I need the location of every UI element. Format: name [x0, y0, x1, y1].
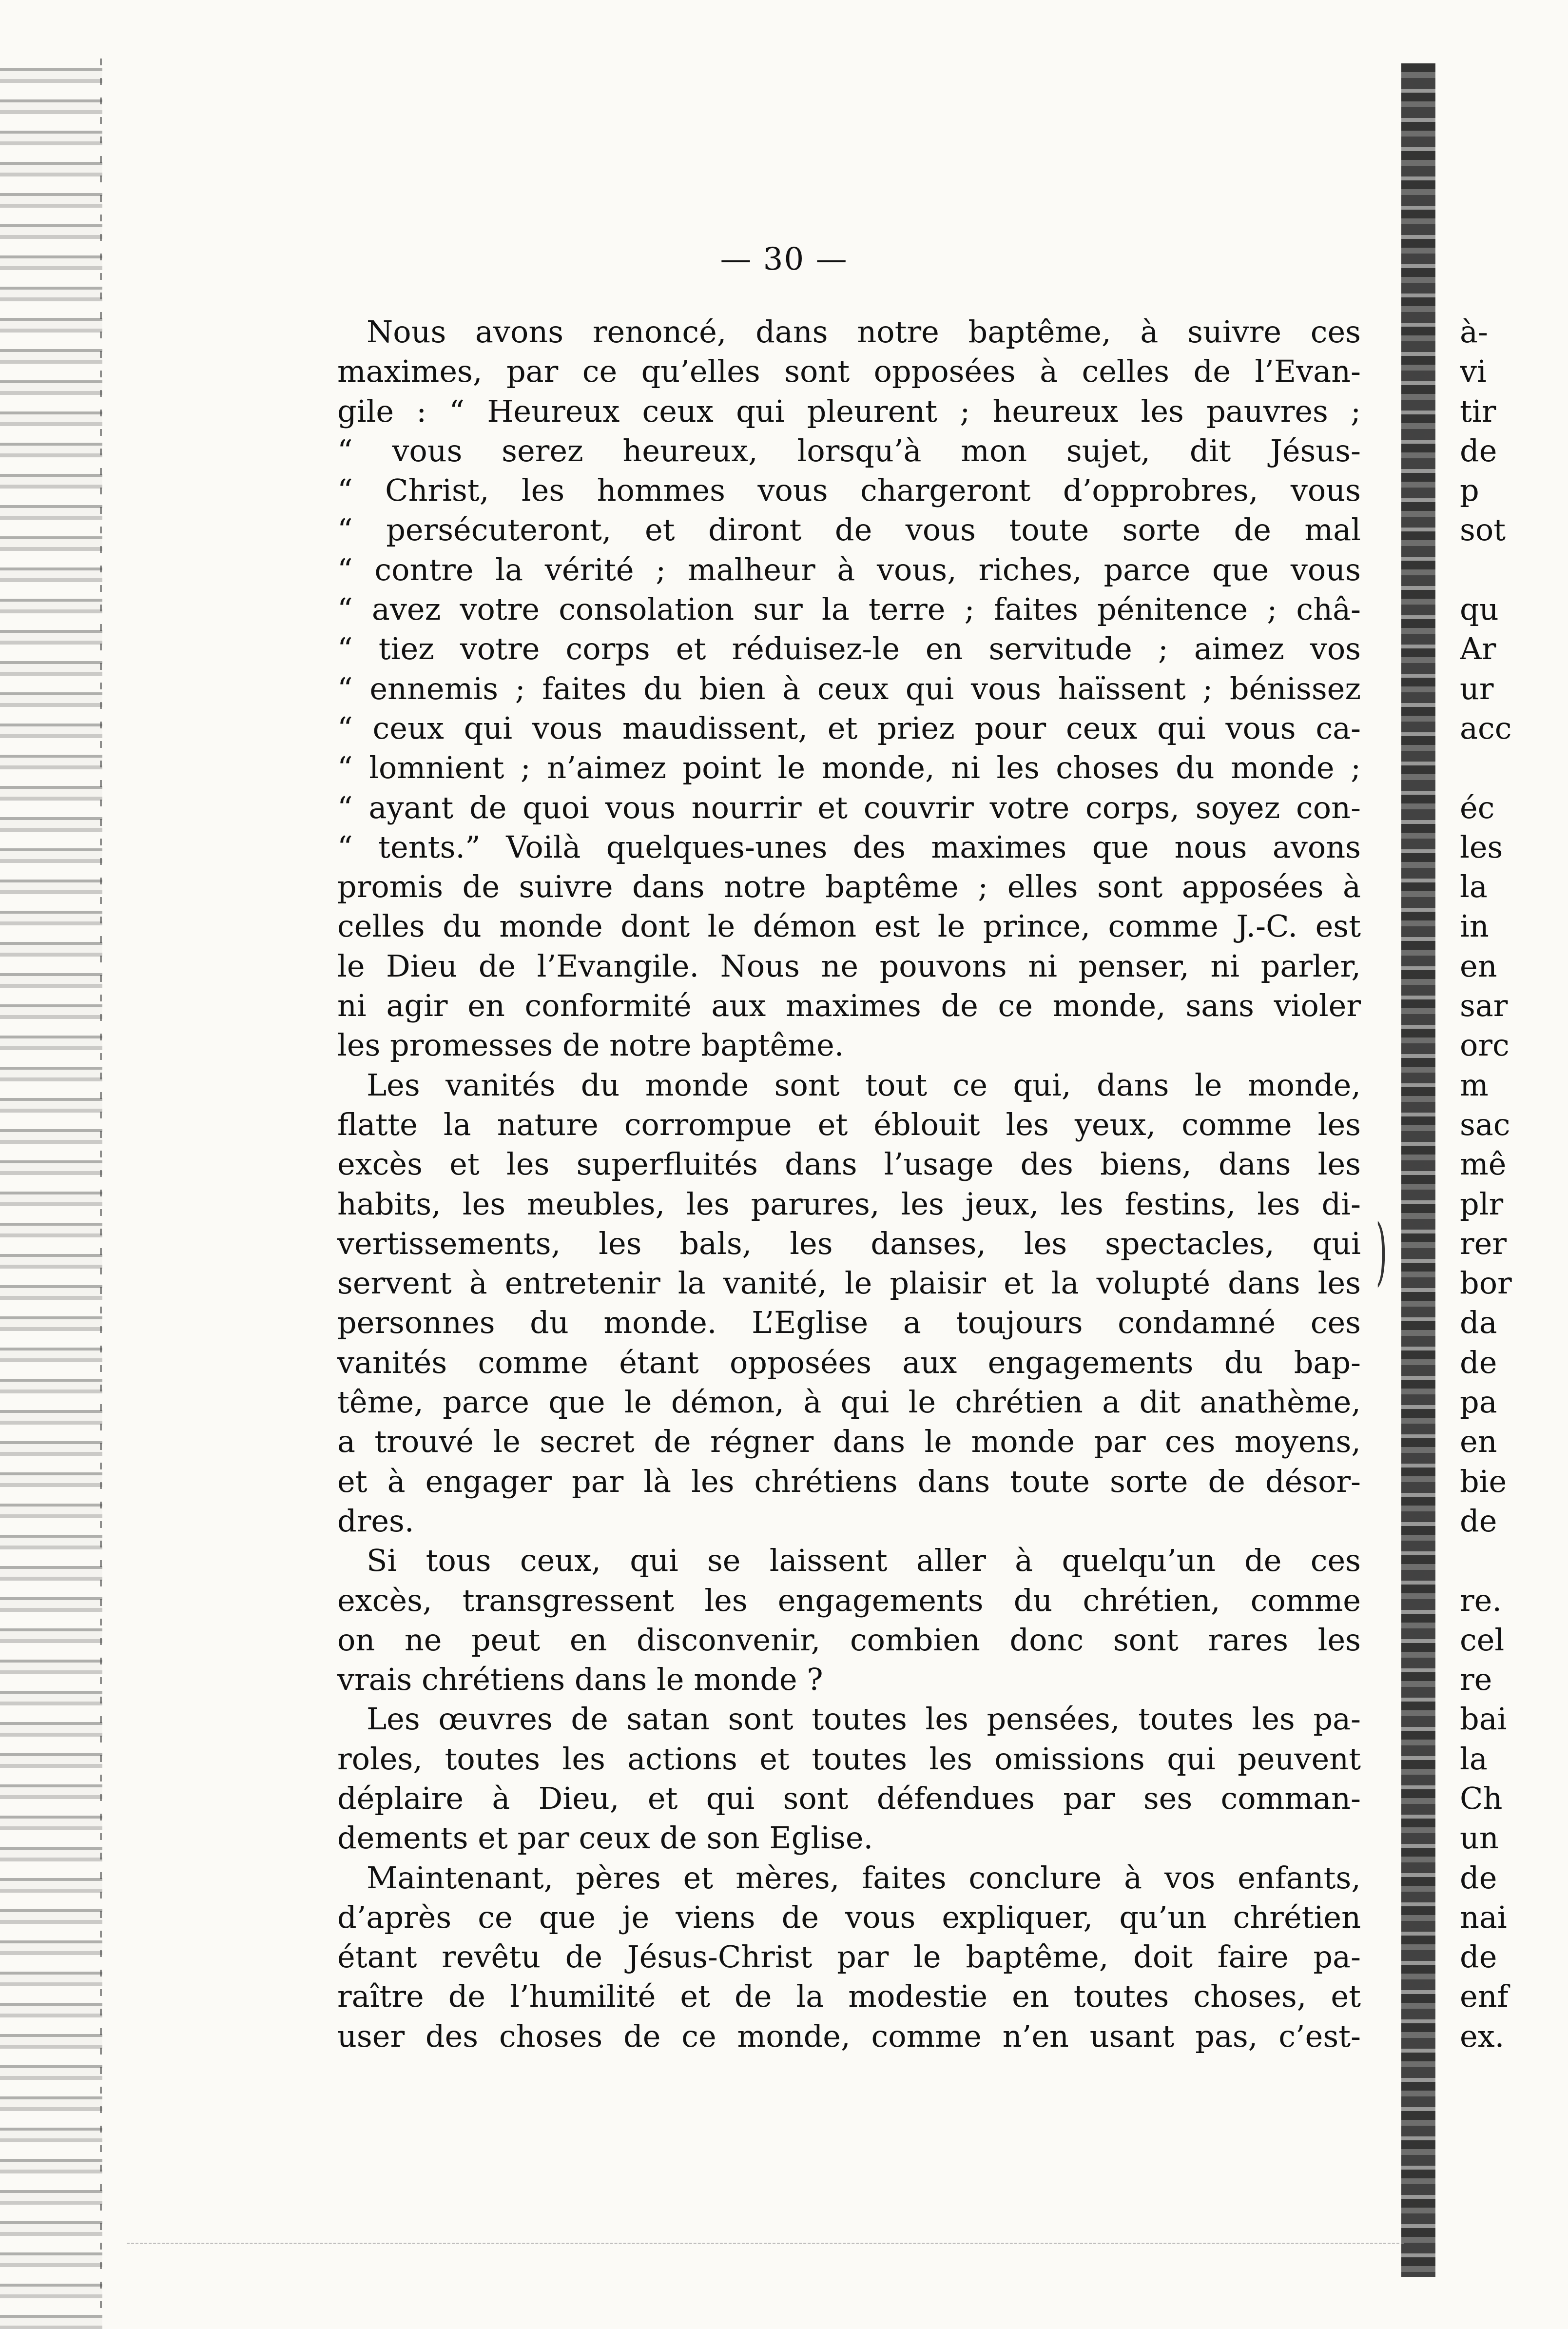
page-number: — 30 —: [720, 241, 848, 277]
facing-page-fragment: re.: [1460, 1582, 1502, 1618]
text-line: “ contre la vérité ; malheur à vous, riches, parce que vous: [337, 551, 1361, 587]
text-line: Les œuvres de satan sont toutes les pensées, toutes les pa-: [367, 1701, 1361, 1737]
text-line: a trouvé le secret de régner dans le monde par ces moyens,: [337, 1424, 1361, 1460]
facing-page-fragment: sot: [1460, 512, 1506, 548]
facing-page-fragment: Ch: [1460, 1780, 1503, 1816]
text-line: le Dieu de l’Evangile. Nous ne pouvons ni penser, ni parler,: [337, 948, 1361, 984]
text-line: “ ayant de quoi vous nourrir et couvrir votre corps, soyez con-: [337, 789, 1361, 825]
text-line: excès, transgressent les engagements du chrétien, comme: [337, 1582, 1361, 1618]
facing-page-fragment: de: [1460, 1939, 1497, 1975]
text-line: “ tiez votre corps et réduisez-le en servitude ; aimez vos: [337, 631, 1361, 667]
text-line: les promesses de notre baptême.: [337, 1027, 844, 1063]
scan-binding-shadow: [1401, 63, 1435, 2277]
facing-page-fragments: [1460, 312, 1562, 2056]
text-line: vertissements, les bals, les danses, les spectacles, qui: [337, 1225, 1361, 1261]
facing-page-fragment: vi: [1460, 353, 1487, 390]
facing-page-fragment: mê: [1460, 1146, 1507, 1182]
text-line: habits, les meubles, les parures, les jeux, les festins, les di-: [337, 1186, 1361, 1222]
facing-page-fragment: en: [1460, 1424, 1497, 1460]
text-line: dres.: [337, 1503, 414, 1539]
facing-page-fragment: la: [1460, 869, 1488, 905]
text-line: flatte la nature corrompue et éblouit les yeux, comme les: [337, 1106, 1361, 1142]
text-line: promis de suivre dans notre baptême ; elles sont apposées à: [337, 869, 1361, 905]
text-line: Maintenant, pères et mères, faites conclure à vos enfants,: [367, 1859, 1361, 1896]
facing-page-fragment: de: [1460, 432, 1497, 469]
facing-page-fragment: en: [1460, 948, 1497, 984]
text-line: d’après ce que je viens de vous expliquer, qu’un chrétien: [337, 1899, 1361, 1935]
text-line: “ lomnient ; n’aimez point le monde, ni les choses du monde ;: [337, 750, 1361, 786]
facing-page-fragment: orc: [1460, 1027, 1510, 1063]
text-line: étant revêtu de Jésus-Christ par le baptême, doit faire pa-: [337, 1939, 1361, 1975]
facing-page-fragment: Ar: [1460, 631, 1496, 667]
facing-page-fragment: plr: [1460, 1186, 1504, 1222]
scan-gutter-left: [0, 68, 102, 2329]
text-line: celles du monde dont le démon est le prince, comme J.-C. est: [337, 908, 1361, 944]
facing-page-fragment: m: [1460, 1067, 1489, 1103]
facing-page-fragment: in: [1460, 908, 1489, 944]
facing-page-fragment: à-: [1460, 314, 1488, 350]
facing-page-fragment: bai: [1460, 1701, 1507, 1737]
text-line: “ avez votre consolation sur la terre ; faites pénitence ; châ-: [337, 591, 1361, 627]
text-line: “ vous serez heureux, lorsqu’à mon sujet, dit Jésus-: [337, 432, 1361, 469]
text-line: “ ennemis ; faites du bien à ceux qui vous haïssent ; bénissez: [337, 670, 1361, 706]
facing-page-fragment: qu: [1460, 591, 1499, 627]
text-line: tême, parce que le démon, à qui le chrétien a dit anathème,: [337, 1384, 1361, 1420]
facing-page-fragment: rer: [1460, 1225, 1507, 1261]
facing-page-fragment: [1460, 748, 1562, 787]
facing-page-fragment: da: [1460, 1305, 1497, 1341]
facing-page-fragment: cel: [1460, 1622, 1505, 1658]
facing-page-fragment: [1460, 1541, 1562, 1580]
facing-page-fragment: de: [1460, 1859, 1497, 1896]
text-line: Les vanités du monde sont tout ce qui, dans le monde,: [367, 1067, 1361, 1103]
text-line: ni agir en conformité aux maximes de ce monde, sans violer: [337, 988, 1361, 1024]
facing-page-fragment: pa: [1460, 1384, 1497, 1420]
facing-page-fragment: sac: [1460, 1106, 1510, 1142]
text-line: et à engager par là les chrétiens dans toute sorte de désor-: [337, 1463, 1361, 1499]
facing-page-fragment: re: [1460, 1662, 1492, 1698]
scan-bottom-rule: [127, 2243, 1404, 2244]
text-line: “ tents.” Voilà quelques-unes des maximes que nous avons: [337, 829, 1361, 865]
text-line: roles, toutes les actions et toutes les omissions qui peuvent: [337, 1741, 1361, 1777]
text-line: vrais chrétiens dans le monde ?: [337, 1662, 823, 1698]
facing-page-fragment: sar: [1460, 988, 1508, 1024]
facing-page-fragment: acc: [1460, 710, 1512, 746]
facing-page-fragment: ur: [1460, 670, 1494, 706]
text-line: gile : “ Heureux ceux qui pleurent ; heureux les pauvres ;: [337, 393, 1361, 429]
facing-page-fragment: éc: [1460, 789, 1495, 825]
text-line: excès et les superfluités dans l’usage des biens, dans les: [337, 1146, 1361, 1182]
text-line: déplaire à Dieu, et qui sont défendues par ses comman-: [337, 1780, 1361, 1816]
facing-page-fragment: de: [1460, 1503, 1497, 1539]
facing-page-fragment: la: [1460, 1741, 1488, 1777]
text-line: servent à entretenir la vanité, le plaisir et la volupté dans les: [337, 1265, 1361, 1301]
facing-page-fragment: ex.: [1460, 2018, 1505, 2054]
text-line: raître de l’humilité et de la modestie en toutes choses, et: [337, 1978, 1361, 2015]
text-line: Si tous ceux, qui se laissent aller à quelqu’un de ces: [367, 1543, 1361, 1579]
facing-page-fragment: bie: [1460, 1463, 1507, 1499]
facing-page-fragment: p: [1460, 472, 1479, 509]
margin-bracket: ): [1375, 1209, 1387, 1294]
text-line: Nous avons renoncé, dans notre baptême, à suivre ces: [367, 314, 1361, 350]
facing-page-fragment: les: [1460, 829, 1503, 865]
facing-page-fragment: bor: [1460, 1265, 1512, 1301]
facing-page-fragment: de: [1460, 1344, 1497, 1380]
text-line: user des choses de ce monde, comme n’en usant pas, c’est-: [337, 2018, 1361, 2054]
text-line: on ne peut en disconvenir, combien donc sont rares les: [337, 1622, 1361, 1658]
facing-page-fragment: enf: [1460, 1978, 1509, 2015]
facing-page-fragment: [1460, 550, 1562, 589]
text-line: dements et par ceux de son Eglise.: [337, 1820, 873, 1856]
text-line: “ ceux qui vous maudissent, et priez pour ceux qui vous ca-: [337, 710, 1361, 746]
scan-gutter-line: [100, 59, 102, 2321]
text-line: “ Christ, les hommes vous chargeront d’opprobres, vous: [337, 472, 1361, 509]
text-line: maximes, par ce qu’elles sont opposées à celles de l’Evan-: [337, 353, 1361, 390]
facing-page-fragment: un: [1460, 1820, 1499, 1856]
facing-page-fragment: tir: [1460, 393, 1496, 429]
facing-page-fragment: nai: [1460, 1899, 1507, 1935]
text-line: “ persécuteront, et diront de vous toute sorte de mal: [337, 512, 1361, 548]
text-line: vanités comme étant opposées aux engagements du bap-: [337, 1344, 1361, 1380]
text-line: personnes du monde. L’Eglise a toujours condamné ces: [337, 1305, 1361, 1341]
body-text: [337, 312, 1361, 2056]
